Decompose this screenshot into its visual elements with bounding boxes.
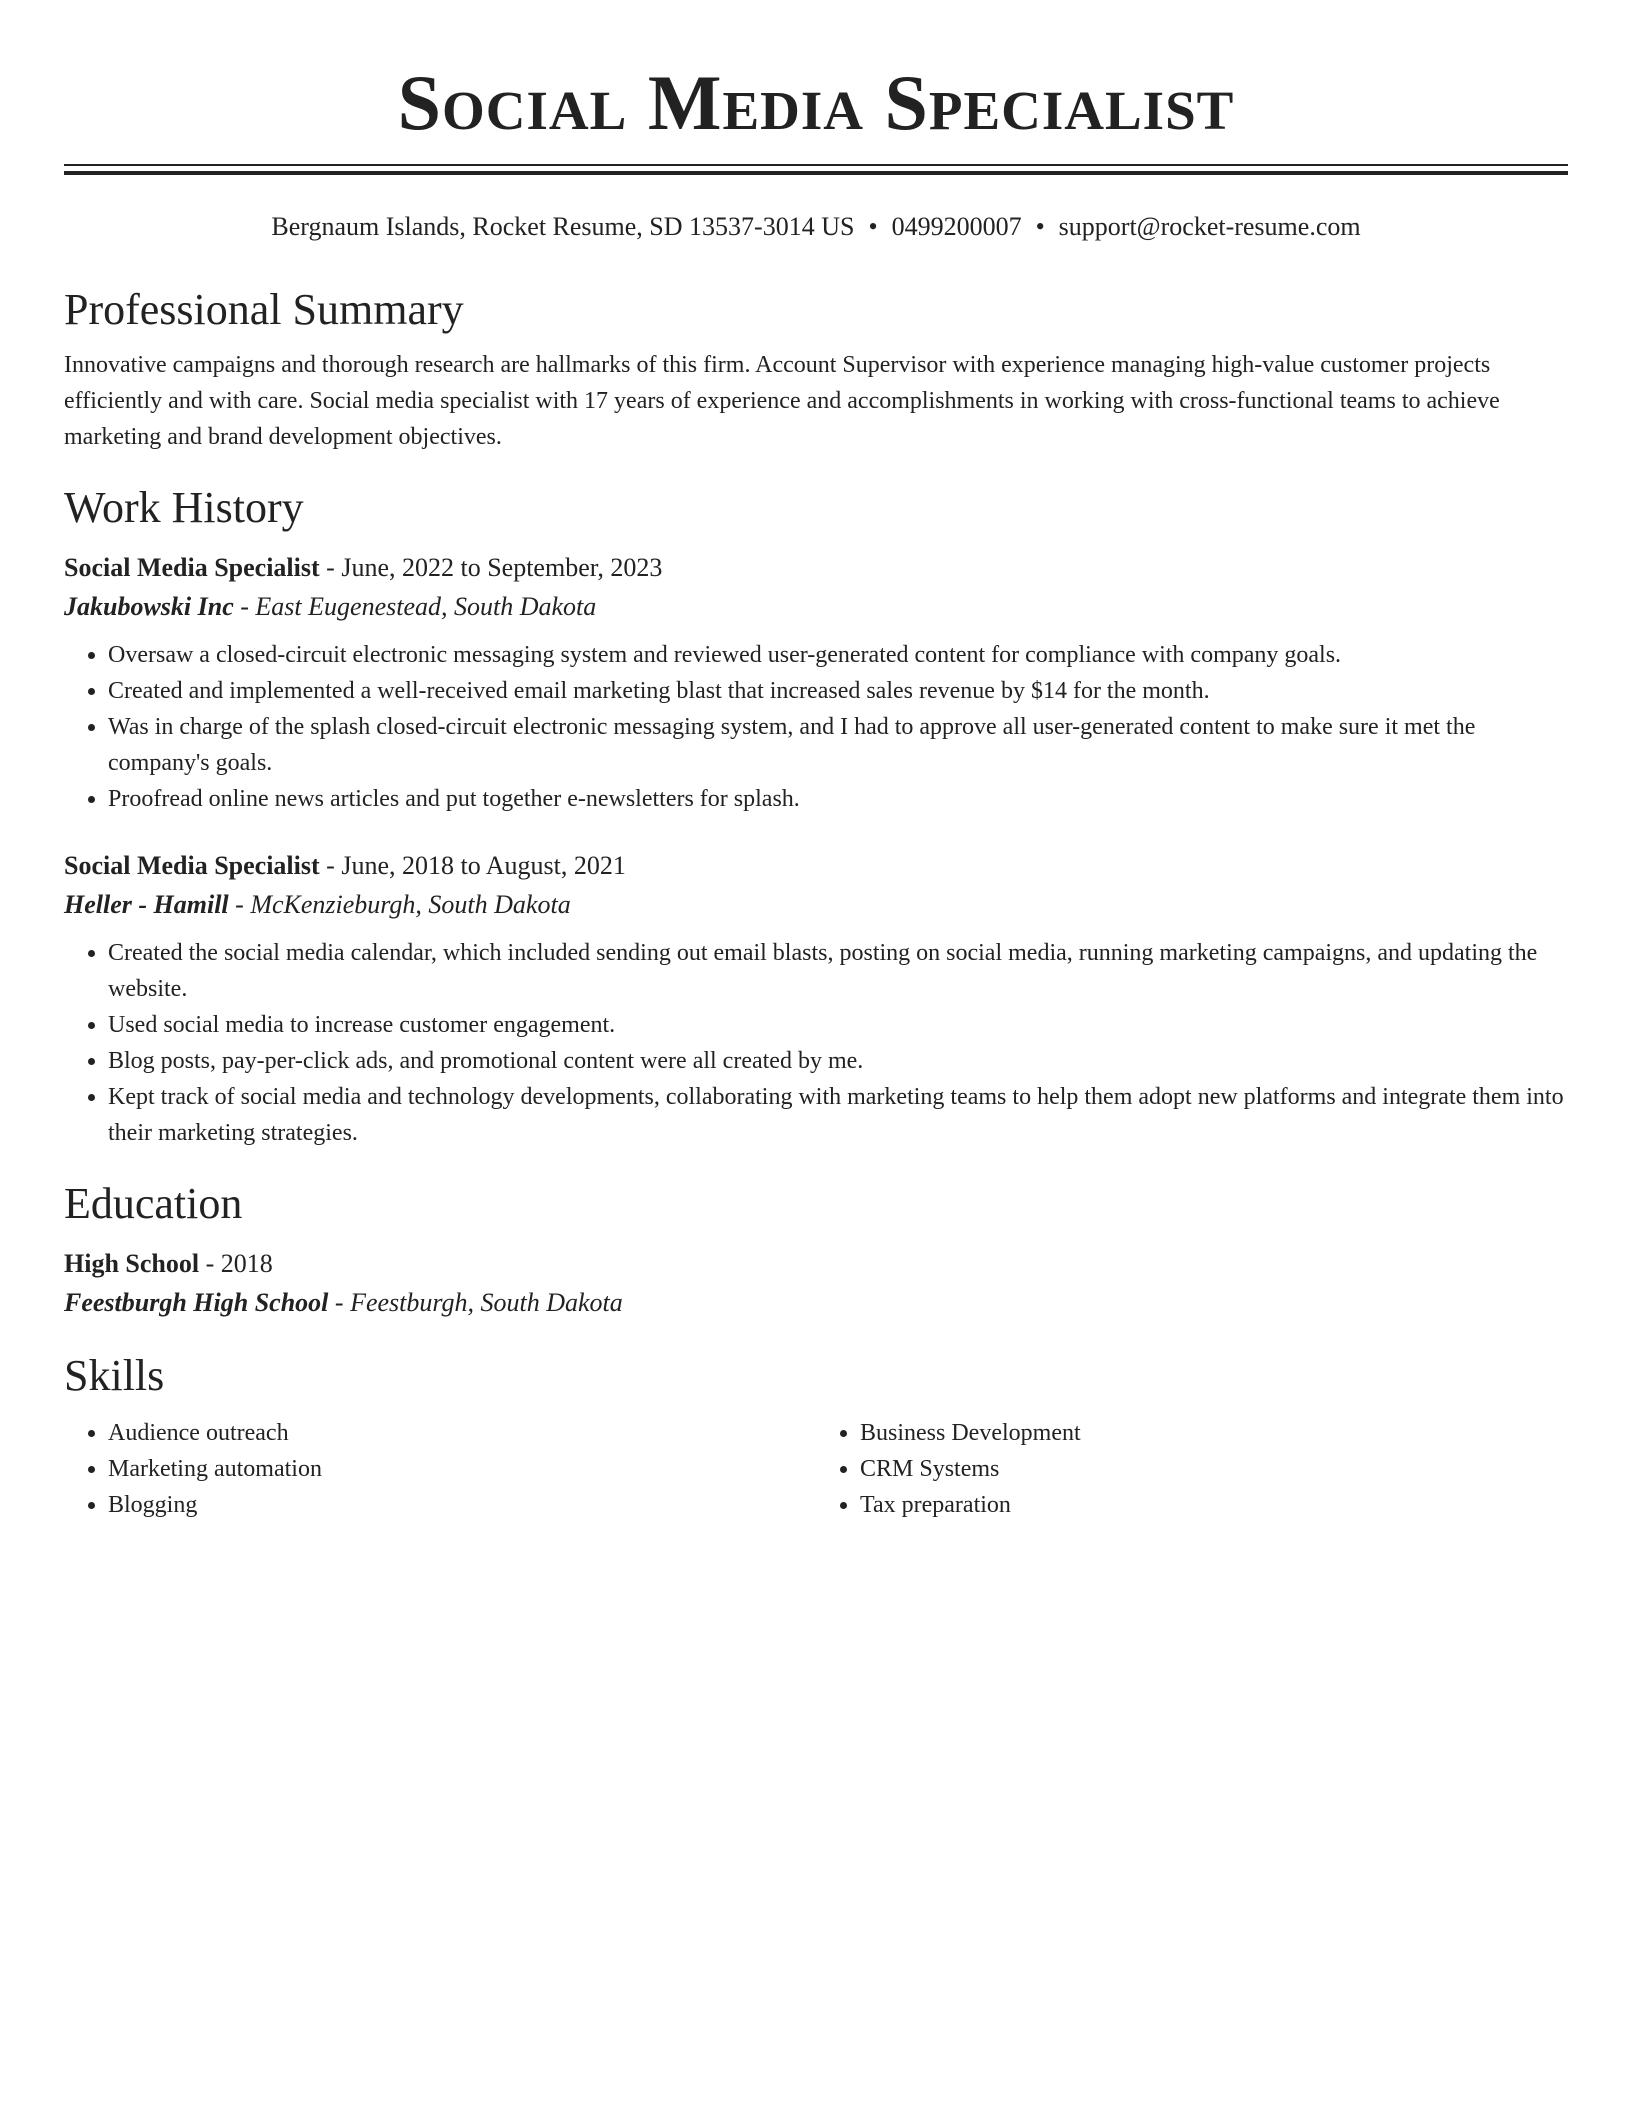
job-role-line — [64, 549, 1568, 587]
list-item: • Was in charge of the splash closed-circuit electronic messaging system, and I had to approve all user-generated content to make sure it met the company's goals. — [108, 709, 1568, 781]
summary-text: Innovative campaigns and thorough research are hallmarks of this firm. Account Supervisor with experience managing high-value customer projects efficiently and with care. Social media specialist with 17 years of experience and accomplishments in working with cross-functional teams to achieve marketing and brand development objectives. — [64, 352, 1500, 450]
list-item: • Blog posts, pay-per-click ads, and promotional content were all created by me. — [108, 1043, 1568, 1079]
education-location: - Feestburgh, South Dakota — [328, 1288, 623, 1317]
skills-column-right — [816, 1415, 1568, 1523]
contact-line — [64, 209, 1568, 245]
list-item: • Created and implemented a well-received email marketing blast that increased sales revenue by $14 for the month. — [108, 673, 1568, 709]
list-item: • Created the social media calendar, which included sending out email blasts, posting on social media, running marketing campaigns, and updating the website. — [108, 935, 1568, 1007]
job-role: Social Media Specialist — [64, 851, 320, 880]
job-bullets — [64, 935, 1568, 1151]
job-role-line — [64, 847, 1568, 885]
education-heading: Education — [64, 1179, 243, 1228]
job-dates: - June, 2022 to September, 2023 — [319, 553, 663, 582]
job-company-line — [64, 587, 1568, 627]
job-location: - East Eugenestead, South Dakota — [233, 592, 597, 621]
title-divider-thick — [64, 171, 1568, 175]
skills-heading: Skills — [64, 1351, 165, 1400]
skill-item: • Audience outreach — [108, 1415, 816, 1451]
education-entry — [64, 1245, 1568, 1323]
job-dates: - June, 2018 to August, 2021 — [319, 851, 626, 880]
skills-column-left — [64, 1415, 816, 1523]
work-history-heading: Work History — [64, 483, 304, 532]
skills-grid — [64, 1415, 1568, 1523]
job-company: Jakubowski Inc — [64, 592, 234, 621]
list-item: • Proofread online news articles and put together e-newsletters for splash. — [108, 781, 1568, 817]
summary-heading: Professional Summary — [64, 285, 464, 334]
contact-phone: 0499200007 — [891, 212, 1022, 241]
job-bullets — [64, 637, 1568, 817]
job-entry — [64, 549, 1568, 817]
contact-address: Bergnaum Islands, Rocket Resume, SD 13537-3014 US — [271, 212, 855, 241]
list-item: • Used social media to increase customer engagement. — [108, 1007, 1568, 1043]
job-location: - McKenzieburgh, South Dakota — [228, 890, 571, 919]
skill-item: • Tax preparation — [860, 1487, 1568, 1523]
education-year: - 2018 — [199, 1249, 273, 1278]
list-item: • Oversaw a closed-circuit electronic messaging system and reviewed user-generated content for compliance with company goals. — [108, 637, 1568, 673]
job-role: Social Media Specialist — [64, 553, 320, 582]
job-company: Heller - Hamill — [64, 890, 229, 919]
skill-item: • CRM Systems — [860, 1451, 1568, 1487]
contact-separator: • — [868, 212, 878, 241]
job-company-line — [64, 885, 1568, 925]
education-degree: High School — [64, 1249, 200, 1278]
education-school-line — [64, 1283, 1568, 1323]
list-item: • Kept track of social media and technology developments, collaborating with marketing teams to help them adopt new platforms and integrate them into their marketing strategies. — [108, 1079, 1568, 1151]
contact-separator: • — [1035, 212, 1045, 241]
title-divider-thin — [64, 164, 1568, 166]
skill-item: • Marketing automation — [108, 1451, 816, 1487]
skill-item: • Blogging — [108, 1487, 816, 1523]
resume-title: Social Media Specialist — [397, 59, 1235, 146]
education-degree-line — [64, 1245, 1568, 1283]
job-entry — [64, 847, 1568, 1151]
education-school: Feestburgh High School — [64, 1288, 329, 1317]
contact-email: support@rocket-resume.com — [1058, 212, 1361, 241]
skill-item: • Business Development — [860, 1415, 1568, 1451]
